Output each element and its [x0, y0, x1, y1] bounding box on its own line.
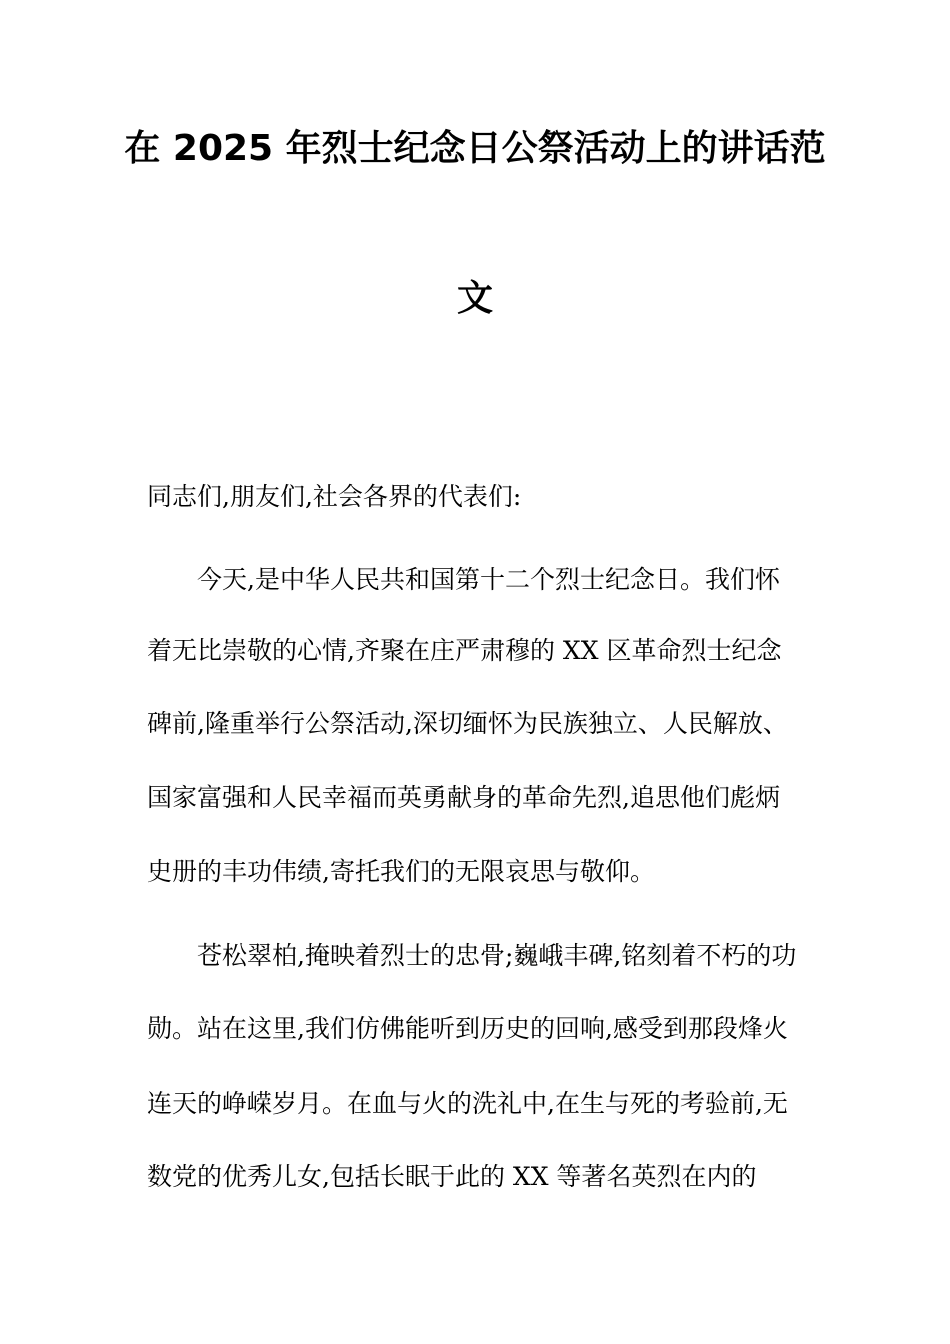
- paragraph-2-line-3: 连天的峥嵘岁月。在血与火的洗礼中,在生与死的考验前,无: [147, 1089, 788, 1118]
- salutation: 同志们,朋友们,社会各界的代表们:: [147, 482, 522, 511]
- document-title-line-1: 在 2025 年烈士纪念日公祭活动上的讲话范: [124, 128, 826, 169]
- paragraph-1-line-3: 碑前,隆重举行公祭活动,深切缅怀为民族独立、人民解放、: [147, 709, 788, 738]
- paragraph-2-line-2: 勋。站在这里,我们仿佛能听到历史的回响,感受到那段烽火: [147, 1014, 788, 1043]
- paragraph-1-line-5: 史册的丰功伟绩,寄托我们的无限哀思与敬仰。: [147, 857, 655, 886]
- paragraph-2-line-4: 数党的优秀儿女,包括长眠于此的 XX 等著名英烈在内的: [147, 1162, 757, 1191]
- paragraph-1-line-4: 国家富强和人民幸福而英勇献身的革命先烈,追思他们彪炳: [147, 783, 780, 812]
- document-title-line-2: 文: [456, 278, 493, 319]
- paragraph-1-line-2: 着无比崇敬的心情,齐聚在庄严肃穆的 XX 区革命烈士纪念: [147, 636, 782, 665]
- paragraph-1-line-1: 今天,是中华人民共和国第十二个烈士纪念日。我们怀: [197, 565, 780, 594]
- paragraph-2-line-1: 苍松翠柏,掩映着烈士的忠骨;巍峨丰碑,铭刻着不朽的功: [197, 941, 797, 970]
